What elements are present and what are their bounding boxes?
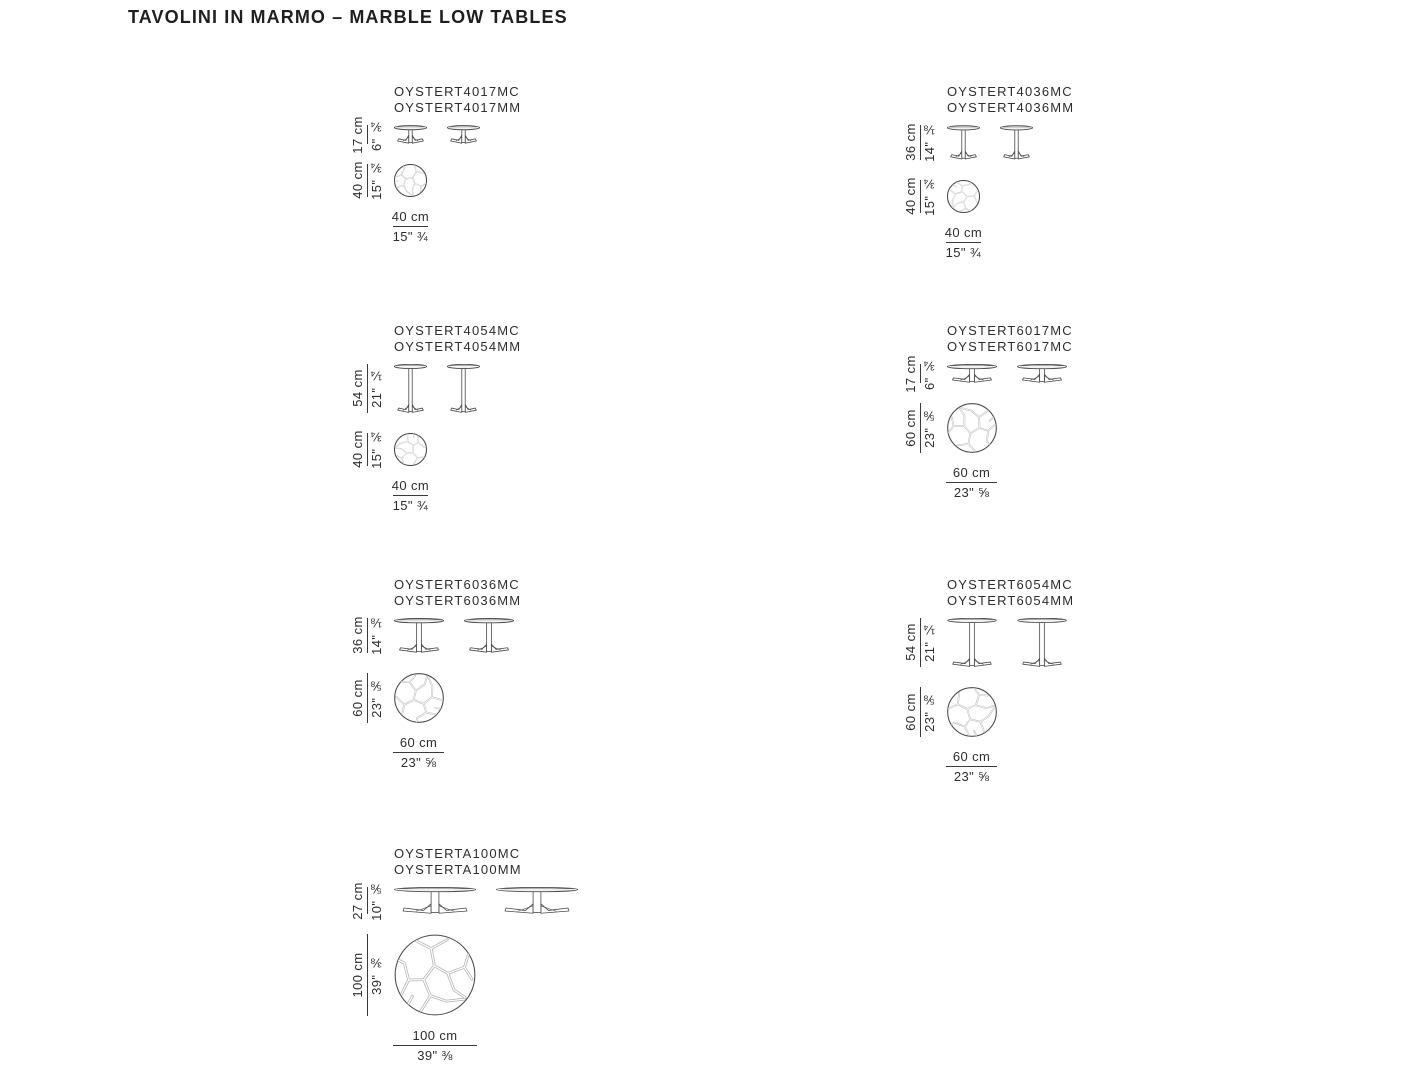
height-dimension-line (367, 364, 368, 413)
diameter-dimension-line (367, 673, 368, 722)
height-dimension (903, 354, 939, 393)
diameter-inch-label-horizontal: 15" ¾ (392, 498, 429, 513)
model-codes (947, 323, 1323, 354)
diameter-dimension-line-horizontal (393, 226, 428, 227)
diameter-cm-label: 40 cm (903, 177, 918, 216)
diameter-dimension-line-horizontal (393, 752, 444, 753)
table-front-view-2 (1017, 618, 1067, 667)
height-dimension (903, 618, 939, 667)
model-code-line2: OYSTERT6017MC (947, 338, 1073, 354)
diameter-dimension-vertical (350, 673, 386, 722)
model-code-line2: OYSTERT6054MM (947, 592, 1075, 608)
diameter-inch-label: 23" ⅝ (922, 692, 937, 732)
model-code-line1: OYSTERTA100MC (394, 846, 521, 861)
height-cm-label: 36 cm (903, 123, 918, 162)
diameter-cm-label-horizontal: 40 cm (944, 225, 983, 240)
diameter-dimension-horizontal (937, 749, 1006, 784)
model-codes (394, 84, 770, 115)
diameter-cm-label: 60 cm (903, 409, 918, 447)
front-view-row (350, 115, 770, 154)
front-view-row (350, 364, 770, 413)
diameter-cm-label-horizontal: 60 cm (952, 749, 991, 764)
table-front-view-2 (464, 618, 514, 653)
height-cm-label: 54 cm (903, 623, 918, 662)
diameter-dimension-line-horizontal (946, 482, 997, 483)
diameter-dimension-line-horizontal (393, 1045, 477, 1046)
diameter-cm-label: 60 cm (350, 679, 365, 717)
height-dimension-line (920, 125, 921, 159)
diameter-inch-label-horizontal: 39" ⅜ (417, 1048, 453, 1063)
diameter-inch-label: 39" ⅜ (369, 955, 384, 995)
model-code-line1: OYSTERT4017MC (394, 84, 520, 99)
height-cm-label: 17 cm (903, 354, 918, 393)
table-top-view (394, 673, 444, 723)
page-title: TAVOLINI IN MARMO – MARBLE LOW TABLES (128, 7, 568, 27)
front-view-row (903, 122, 1323, 163)
height-dimension-line (367, 618, 368, 652)
front-view-row (903, 354, 1323, 393)
model-codes (394, 323, 770, 354)
table-front-view-1 (947, 364, 997, 383)
table-front-view-2 (447, 125, 480, 144)
height-dimension-line (920, 364, 921, 382)
diameter-inch-label-horizontal: 23" ⅝ (400, 755, 437, 770)
diameter-dimension-line-horizontal (946, 242, 981, 243)
height-inch-label: 21" ¼ (922, 622, 937, 663)
diameter-dimension-vertical (350, 429, 386, 470)
diameter-cm-label-horizontal: 60 cm (952, 465, 991, 480)
model-codes (394, 577, 770, 608)
model-code-line1: OYSTERT4036MC (947, 84, 1073, 99)
height-dimension-line (367, 887, 368, 914)
product-block (903, 577, 1323, 784)
height-inch-label: 6" ¾ (369, 118, 384, 151)
diameter-dimension-line (920, 180, 921, 213)
height-dimension (350, 880, 386, 921)
model-code-line2: OYSTERTA100MM (394, 861, 522, 877)
front-view-row (350, 615, 770, 656)
diameter-dimension-line (367, 164, 368, 197)
diameter-dimension-line-horizontal (393, 495, 428, 496)
table-front-view-1 (947, 125, 980, 160)
diameter-dimension-horizontal (384, 735, 453, 770)
height-cm-label: 36 cm (350, 616, 365, 655)
diameter-dimension-vertical (903, 176, 939, 217)
height-cm-label: 17 cm (350, 115, 365, 154)
diameter-dimension-horizontal (384, 209, 437, 244)
top-view-row (350, 429, 770, 470)
model-code-line2: OYSTERT4036MM (947, 99, 1075, 115)
diameter-inch-label-horizontal: 15" ¾ (392, 229, 429, 244)
diameter-cm-label: 60 cm (903, 693, 918, 731)
table-front-view-1 (394, 364, 427, 413)
product-block (903, 323, 1323, 500)
table-front-view-1 (947, 618, 997, 667)
diameter-cm-label-horizontal: 40 cm (391, 209, 430, 224)
top-view-row (903, 403, 1323, 453)
top-view-row (350, 673, 770, 723)
table-front-view-2 (447, 364, 480, 413)
model-code-line1: OYSTERT6054MC (947, 577, 1073, 592)
height-inch-label: 10" ⅝ (369, 880, 384, 921)
table-top-view (947, 687, 997, 737)
diameter-inch-label: 23" ⅝ (369, 678, 384, 718)
top-view-row (903, 687, 1323, 737)
height-dimension (350, 615, 386, 656)
diameter-inch-label-horizontal: 15" ¾ (945, 245, 982, 260)
diameter-dimension-line-horizontal (946, 766, 997, 767)
table-front-view-2 (1017, 364, 1067, 383)
table-top-view (394, 433, 427, 466)
diameter-dimension-horizontal (384, 1028, 486, 1063)
diameter-cm-label-horizontal: 60 cm (399, 735, 438, 750)
diameter-inch-label: 15" ¾ (922, 176, 937, 217)
table-front-view-1 (394, 125, 427, 144)
height-inch-label: 14" ⅛ (369, 615, 384, 656)
diameter-inch-label-horizontal: 23" ⅝ (953, 769, 990, 784)
height-inch-label: 21" ¼ (369, 368, 384, 409)
diameter-dimension-line (920, 687, 921, 736)
front-view-row (903, 618, 1323, 667)
table-top-view (947, 180, 980, 213)
table-front-view-1 (394, 887, 476, 914)
diameter-dimension-vertical (350, 160, 386, 201)
height-inch-label: 14" ⅛ (922, 122, 937, 163)
height-dimension (350, 364, 386, 413)
table-top-view (394, 934, 476, 1016)
product-block (350, 577, 770, 770)
front-view-row (350, 880, 770, 921)
table-front-view-1 (394, 618, 444, 653)
model-code-line1: OYSTERT6036MC (394, 577, 520, 592)
diameter-inch-label: 23" ⅝ (922, 408, 937, 448)
diameter-cm-label-horizontal: 40 cm (391, 478, 430, 493)
height-cm-label: 54 cm (350, 369, 365, 408)
model-codes (947, 577, 1323, 608)
table-top-view (394, 164, 427, 197)
height-cm-label: 27 cm (350, 881, 365, 920)
diameter-cm-label: 100 cm (350, 952, 365, 998)
top-view-row (903, 176, 1323, 217)
diameter-dimension-line (367, 934, 368, 1016)
diameter-dimension-horizontal (937, 225, 990, 260)
diameter-cm-label-horizontal: 100 cm (412, 1028, 458, 1043)
diameter-inch-label: 15" ¾ (369, 429, 384, 470)
height-dimension (903, 122, 939, 163)
diameter-dimension-vertical (350, 934, 386, 1016)
diameter-dimension-vertical (903, 403, 939, 452)
table-front-view-2 (1000, 125, 1033, 160)
model-code-line2: OYSTERT4054MM (394, 338, 522, 354)
diameter-cm-label: 40 cm (350, 161, 365, 200)
product-block (350, 323, 770, 513)
diameter-inch-label: 15" ¾ (369, 160, 384, 201)
height-dimension (350, 115, 386, 154)
model-code-line1: OYSTERT4054MC (394, 323, 520, 338)
diameter-inch-label-horizontal: 23" ⅝ (953, 485, 990, 500)
diameter-dimension-horizontal (937, 465, 1006, 500)
table-front-view-2 (496, 887, 578, 914)
diameter-dimension-line (367, 433, 368, 466)
diameter-dimension-horizontal (384, 478, 437, 513)
product-block (903, 84, 1323, 260)
model-code-line2: OYSTERT6036MM (394, 592, 522, 608)
diameter-dimension-line (920, 403, 921, 452)
diameter-dimension-vertical (903, 687, 939, 736)
height-inch-label: 6" ¾ (922, 357, 937, 390)
model-code-line1: OYSTERT6017MC (947, 323, 1073, 338)
top-view-row (350, 934, 770, 1016)
product-block (350, 84, 770, 244)
model-codes (394, 846, 770, 877)
height-dimension-line (367, 125, 368, 143)
top-view-row (350, 160, 770, 201)
table-top-view (947, 403, 997, 453)
product-block (350, 846, 770, 1063)
diameter-cm-label: 40 cm (350, 430, 365, 469)
model-code-line2: OYSTERT4017MM (394, 99, 522, 115)
height-dimension-line (920, 618, 921, 667)
model-codes (947, 84, 1323, 115)
